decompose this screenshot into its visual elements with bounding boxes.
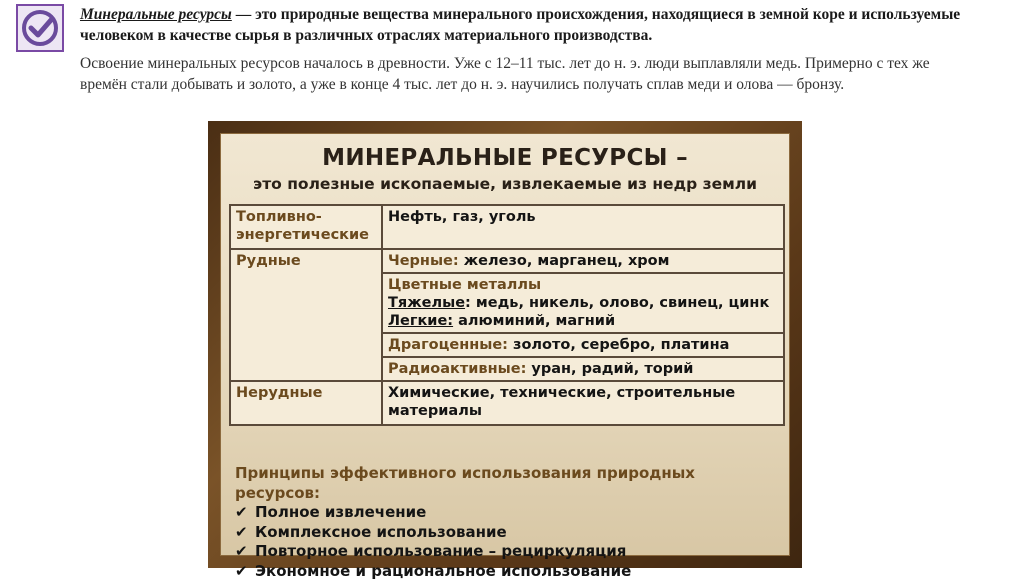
poster-title: МИНЕРАЛЬНЫЕ РЕСУРСЫ – [221,134,789,172]
term: Минеральные ресурсы [80,6,232,23]
value-cell [382,333,784,357]
radio-label: Радиоактивные: [388,361,526,377]
value-cell [382,273,784,333]
light-value: алюминий, магний [453,313,615,329]
table-row [230,249,784,273]
check-icon: ✔ [235,523,255,543]
principle-text: Повторное использование – рециркуляция [255,542,626,562]
radio-value: уран, радий, торий [526,361,693,377]
mineral-resources-poster [208,121,802,568]
value-cell: Химические, технические, строительные материалы [382,381,784,425]
light-label: Легкие: [388,313,453,329]
category-cell: Топливно-энергетические [230,205,382,249]
principles-title: Принципы эффективного использования природных ресурсов: [235,464,785,503]
history-paragraph: Освоение минеральных ресурсов началось в древности. Уже с 12–11 тыс. лет до н. э. люди выплавляли медь. Примерно с тех же времён стали добывать и золото, а уже в конце 4 тыс. лет до н. э. научились получать сплав меди и олова — бронзу. [80,53,980,95]
principles-block [235,464,785,581]
nonferrous-label: Цветные металлы [388,276,778,294]
category-cell: Рудные [230,249,382,381]
heavy-value: : медь, никель, олово, свинец, цинк [465,295,769,311]
principle-item [235,562,785,581]
principle-item [235,523,785,543]
principle-text: Комплексное использование [255,523,507,543]
heavy-metals-line [388,294,778,312]
value-cell [382,249,784,273]
intro-text [80,4,980,95]
table-row [230,381,784,425]
category-cell: Нерудные [230,381,382,425]
precious-label: Драгоценные: [388,337,508,353]
principle-text: Экономное и рациональное использование [255,562,631,581]
black-label: Черные: [388,253,459,269]
check-icon: ✔ [235,562,255,581]
logo-badge [16,4,64,52]
resources-table [229,204,785,426]
table-row [230,205,784,249]
heavy-label: Тяжелые [388,295,465,311]
light-metals-line [388,312,778,330]
poster-panel [220,133,790,556]
check-icon: ✔ [235,503,255,523]
poster-subtitle: это полезные ископаемые, извлекаемые из недр земли [221,174,789,194]
check-badge-icon [18,6,62,50]
value-cell: Нефть, газ, уголь [382,205,784,249]
black-value: железо, марганец, хром [459,253,670,269]
principle-text: Полное извлечение [255,503,426,523]
value-cell [382,357,784,381]
check-icon: ✔ [235,542,255,562]
principle-item [235,542,785,562]
principle-item [235,503,785,523]
definition-text: — это природные вещества минерального происхождения, находящиеся в земной коре и используемые человеком в качестве сырья в различных отраслях материального производства. [80,6,960,44]
definition [80,4,980,46]
precious-value: золото, серебро, платина [508,337,729,353]
